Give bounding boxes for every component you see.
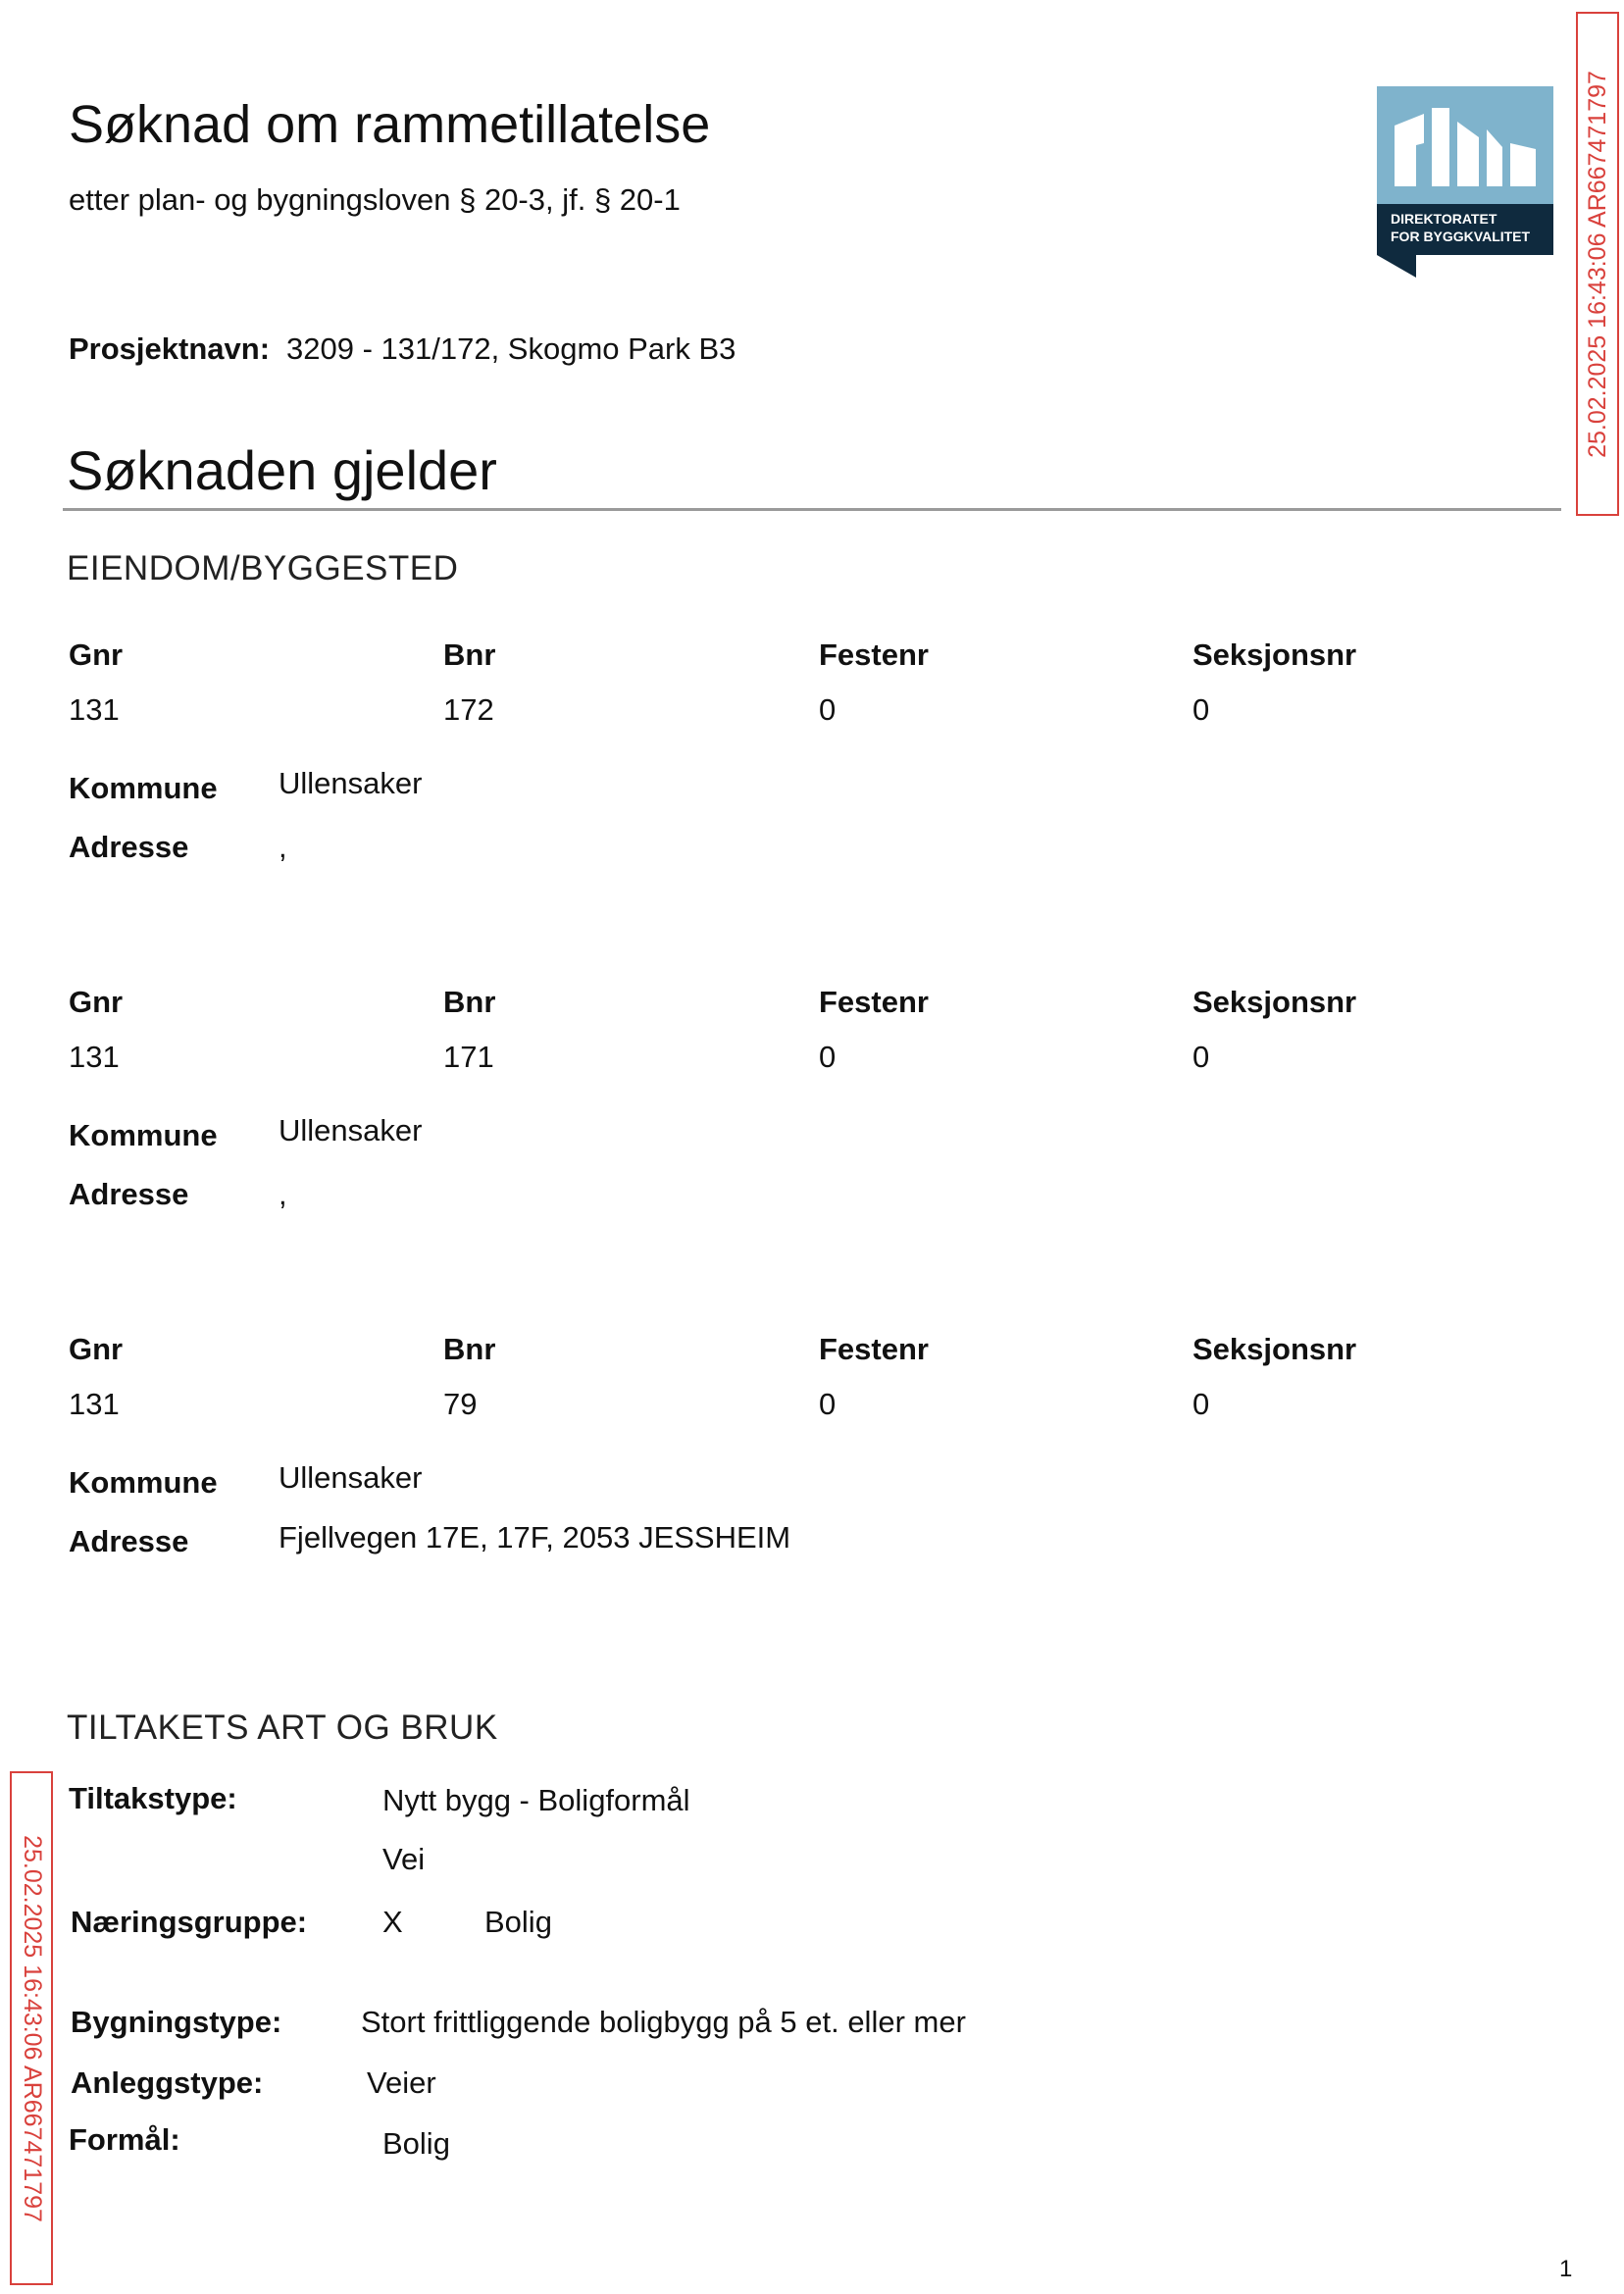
seksjonsnr-value: 0 (1193, 1387, 1210, 1421)
naeringsgruppe-code: X (382, 1905, 403, 1939)
gnr-header: Gnr (69, 1332, 124, 1366)
dibk-logo-icon (1377, 86, 1553, 278)
logo-line-2: FOR BYGGKVALITET (1391, 229, 1531, 244)
formal-value: Bolig (382, 2126, 450, 2161)
festenr-header: Festenr (819, 1332, 929, 1366)
bnr-header: Bnr (443, 637, 496, 672)
tiltakstype-label: Tiltakstype: (69, 1781, 237, 1815)
anleggstype-value: Veier (367, 2065, 436, 2100)
adresse-value: Fjellvegen 17E, 17F, 2053 JESSHEIM (279, 1520, 791, 1555)
adresse-value: , (279, 830, 287, 864)
naeringsgruppe-label: Næringsgruppe: (71, 1905, 308, 1939)
naeringsgruppe-value: Bolig (484, 1905, 552, 1939)
bnr-value: 172 (443, 692, 494, 727)
document-subtitle: etter plan- og bygningsloven § 20-3, jf. § 20-1 (69, 182, 681, 217)
date-stamp-text: 25.02.2025 16:43:06 AR667471797 (18, 1834, 46, 2222)
adresse-label: Adresse (69, 830, 189, 864)
seksjonsnr-value: 0 (1193, 692, 1210, 727)
bnr-value: 171 (443, 1040, 494, 1074)
bygningstype-value: Stort frittliggende boligbygg på 5 et. eller mer (361, 2005, 966, 2039)
date-stamp-left (10, 1771, 53, 2285)
bnr-header: Bnr (443, 1332, 496, 1366)
bnr-header: Bnr (443, 985, 496, 1019)
seksjonsnr-header: Seksjonsnr (1193, 985, 1357, 1019)
festenr-value: 0 (819, 1387, 837, 1421)
festenr-header: Festenr (819, 985, 929, 1019)
kommune-value: Ullensaker (279, 1113, 423, 1147)
project-label: Prosjektnavn: (69, 331, 271, 366)
date-stamp-text: 25.02.2025 16:43:06 AR667471797 (1583, 70, 1611, 458)
section-divider (63, 508, 1561, 511)
seksjonsnr-header: Seksjonsnr (1193, 637, 1357, 672)
tiltak-heading: TILTAKETS ART OG BRUK (67, 1708, 498, 1747)
gnr-header: Gnr (69, 985, 124, 1019)
project-value: 3209 - 131/172, Skogmo Park B3 (286, 331, 736, 366)
gnr-header: Gnr (69, 637, 124, 672)
seksjonsnr-value: 0 (1193, 1040, 1210, 1074)
page-number: 1 (1559, 2256, 1573, 2282)
formal-label: Formål: (69, 2122, 180, 2157)
logo-line-1: DIREKTORATET (1391, 211, 1497, 227)
dibk-logo (1377, 86, 1553, 278)
kommune-value: Ullensaker (279, 766, 423, 800)
adresse-value: , (279, 1177, 287, 1211)
gnr-value: 131 (69, 1040, 120, 1074)
seksjonsnr-header: Seksjonsnr (1193, 1332, 1357, 1366)
festenr-value: 0 (819, 1040, 837, 1074)
anleggstype-label: Anleggstype: (71, 2065, 264, 2100)
gnr-value: 131 (69, 1387, 120, 1421)
bygningstype-label: Bygningstype: (71, 2005, 282, 2039)
bnr-value: 79 (443, 1387, 478, 1421)
tiltakstype-value-1: Nytt bygg - Boligformål (382, 1783, 690, 1817)
adresse-label: Adresse (69, 1524, 189, 1558)
festenr-header: Festenr (819, 637, 929, 672)
section-title: Søknaden gjelder (67, 439, 497, 501)
festenr-value: 0 (819, 692, 837, 727)
property-heading: EIENDOM/BYGGESTED (67, 549, 459, 587)
tiltakstype-value-2: Vei (382, 1842, 426, 1876)
adresse-label: Adresse (69, 1177, 189, 1211)
date-stamp-right (1576, 12, 1619, 516)
kommune-label: Kommune (69, 1465, 218, 1500)
document-title: Søknad om rammetillatelse (69, 95, 711, 154)
kommune-label: Kommune (69, 1118, 218, 1152)
gnr-value: 131 (69, 692, 120, 727)
kommune-value: Ullensaker (279, 1460, 423, 1495)
kommune-label: Kommune (69, 771, 218, 805)
